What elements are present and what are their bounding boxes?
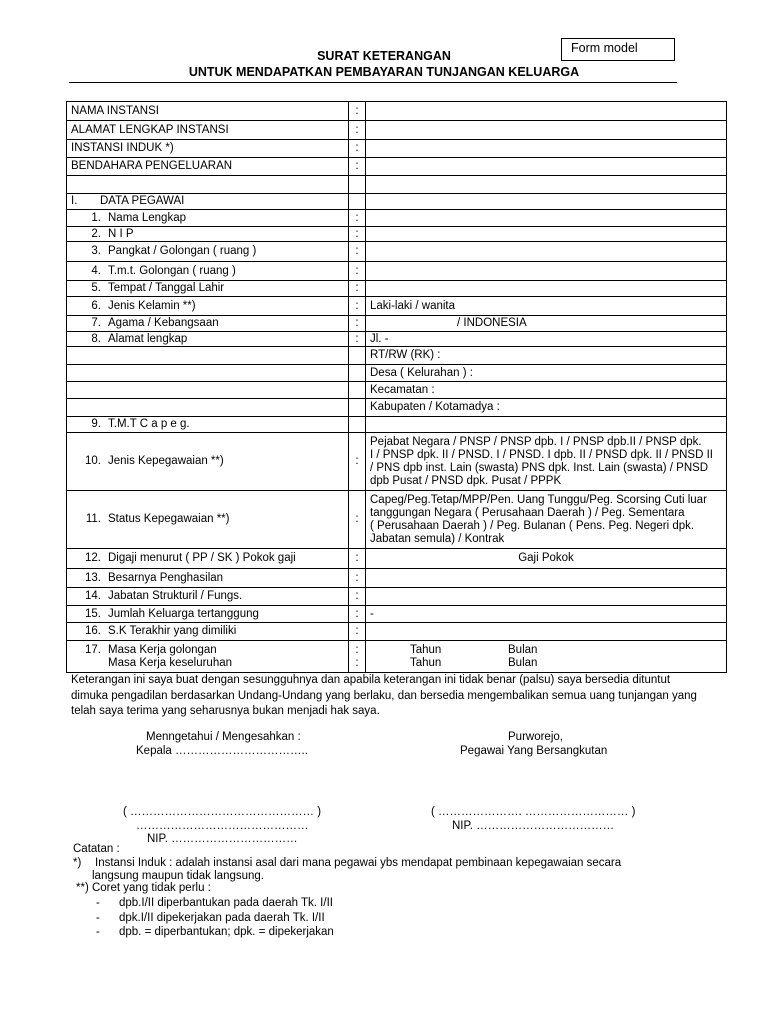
note-bullet: dpk.I/II dipekerjakan pada daerah Tk. I/II <box>119 912 325 924</box>
note-2: **) Coret yang tidak perlu : <box>76 882 211 894</box>
colon: : <box>349 210 366 227</box>
approver-name-line: ( ………………………………………… ) <box>123 806 322 818</box>
colon: : <box>349 140 366 158</box>
colon: : <box>349 606 366 623</box>
item-value: Laki-laki / wanita <box>366 297 727 316</box>
item-value <box>366 417 727 433</box>
table-row <box>67 347 727 365</box>
section-title: DATA PEGAWAI <box>100 195 185 207</box>
row-value <box>366 121 727 140</box>
colon: : <box>349 297 366 316</box>
table-row <box>67 102 727 121</box>
item-value: - <box>366 606 727 623</box>
table-row <box>67 121 727 140</box>
bullet-dash: - <box>96 926 100 938</box>
item-label: Digaji menurut ( PP / SK ) Pokok gaji <box>108 552 296 564</box>
item-label: Masa Kerja golongan <box>108 643 217 656</box>
bulan-label: Bulan <box>508 656 538 669</box>
statement-paragraph: Keterangan ini saya buat dengan sesungguhnya dan apabila keterangan ini tidak benar (palsu) saya bersedia dituntut dimuka pengadilan berdasarkan Undang-Undang yang berlaku, dan bersedia mengembalikan semua uang tunjangan yang telah saya terima yang seharusnya bukan menjadi hak saya. <box>71 674 697 717</box>
employee-name-line: ( …………………. ……………………… ) <box>431 806 636 818</box>
colon: : <box>349 281 366 297</box>
colon: : <box>355 656 359 669</box>
kepala-label: Kepala …………………………….. <box>136 745 308 757</box>
bullet-dash: - <box>96 897 100 909</box>
item-label: Tempat / Tanggal Lahir <box>108 282 225 294</box>
table-row: 8. Alamat lengkap : Jl. - <box>67 332 727 347</box>
colon: : <box>349 588 366 606</box>
address-kabupaten: Kabupaten / Kotamadya : <box>366 399 727 417</box>
item-label: Jumlah Keluarga tertanggung <box>108 607 259 620</box>
row-value <box>366 140 727 158</box>
title-divider <box>69 82 677 83</box>
table-row: 3. Pangkat / Golongan ( ruang ) : <box>67 242 727 262</box>
approver-nip: NIP. …………………………… <box>147 833 298 845</box>
item-value <box>366 227 727 242</box>
row-label: NAMA INSTANSI <box>67 102 349 121</box>
approver-label: Menngetahui / Mengesahkan : <box>146 731 301 743</box>
table-row: 17. Masa Kerja golongan Masa Kerja keseluruhan : : Tahun Bulan Tahun Bulan <box>67 641 727 673</box>
table-row <box>67 140 727 158</box>
table-row: 10. Jenis Kepegawaian **) : Pejabat Negara / PNSP / PNSP dpb. I / PNSP dpb.II / PNSP dpk. I / PNSP dpk. II / PNSD. I / PNSD. I dpb. II / PNSD dpk. II / PNSD II / PNS dpb inst. Lain (swasta) PNS dpk. Inst. Lain (swasta) / PNSD dpb Pusat / PNSD dpk. Pusat / PPPK <box>67 433 727 491</box>
address-kecamatan: Kecamatan : <box>366 382 727 399</box>
item-label: Pangkat / Golongan ( ruang ) <box>108 245 257 257</box>
colon: : <box>349 102 366 121</box>
colon: : <box>349 121 366 140</box>
colon: : <box>349 158 366 176</box>
note-1-line1: Instansi Induk : adalah instansi asal dari mana pegawai ybs mendapat pembinaan kepegawaian secara <box>95 857 622 869</box>
document-subtitle: UNTUK MENDAPATKAN PEMBAYARAN TUNJANGAN KELUARGA <box>188 65 580 79</box>
table-row: 2. N I P : <box>67 227 727 242</box>
colon: : <box>349 569 366 588</box>
colon: : <box>355 643 359 656</box>
table-row: 4. T.m.t. Golongan ( ruang ) : <box>67 262 727 281</box>
address-desa: Desa ( Kelurahan ) : <box>366 365 727 382</box>
item-label: Status Kepegawaian **) <box>108 513 230 525</box>
tahun-label: Tahun <box>410 643 442 656</box>
section-header-row <box>67 194 727 210</box>
employee-data-table <box>66 101 727 673</box>
row-label: INSTANSI INDUK *) <box>67 140 349 158</box>
item-label: S.K Terakhir yang dimiliki <box>108 625 237 637</box>
form-model-label: Form model <box>571 41 638 55</box>
note-bullet: dpb. = diperbantukan; dpk. = dipekerjakan <box>119 926 334 938</box>
item-value-multiline: Pejabat Negara / PNSP / PNSP dpb. I / PNSP dpb.II / PNSP dpk. I / PNSP dpk. II / PNSD. I / PNSD. I dpb. II / PNSD dpk. II / PNSD II / PNS dpb inst. Lain (swasta) PNS dpk. Inst. Lain (swasta) / PNSD dpb Pusat / PNSD dpk. Pusat / PPPK <box>366 433 727 491</box>
colon: : <box>349 433 366 491</box>
item-value <box>366 262 727 281</box>
item-value <box>366 210 727 227</box>
item-value: / INDONESIA <box>457 317 527 329</box>
colon: : <box>349 227 366 242</box>
tahun-label: Tahun <box>410 656 442 669</box>
table-row: 16. S.K Terakhir yang dimiliki : <box>67 623 727 641</box>
colon: : <box>349 491 366 549</box>
note-1-line2: langsung maupun tidak langsung. <box>92 870 264 882</box>
item-label: Jabatan Strukturil / Fungs. <box>108 590 243 602</box>
table-row: 9. T.M.T C a p e g. <box>67 417 727 433</box>
item-label: Masa Kerja keseluruhan <box>108 656 233 669</box>
table-row <box>67 158 727 176</box>
colon: : <box>349 332 366 347</box>
row-value <box>366 158 727 176</box>
colon: : <box>349 623 366 641</box>
note-bullet: dpb.I/II diperbantukan pada daerah Tk. I/II <box>119 897 333 909</box>
table-row-blank <box>67 176 727 194</box>
colon: : <box>349 242 366 262</box>
item-label: T.M.T C a p e g. <box>108 418 190 430</box>
item-value <box>366 569 727 588</box>
table-row <box>67 399 727 417</box>
row-value <box>366 102 727 121</box>
table-row: 13. Besarnya Penghasilan : <box>67 569 727 588</box>
bulan-label: Bulan <box>508 643 538 656</box>
note-1-mark: *) <box>73 857 82 869</box>
item-label: Alamat lengkap <box>108 332 188 345</box>
table-row: 11. Status Kepegawaian **) : Capeg/Peg.Tetap/MPP/Pen. Uang Tunggu/Peg. Scorsing Cuti luar tanggungan Negara ( Perusahaan Daerah ) / Peg. Sementara ( Perusahaan Daerah ) / Peg. Bulanan ( Pens. Peg. Negeri dpk. Jabatan semula) / Kontrak <box>67 491 727 549</box>
row-label: BENDAHARA PENGELUARAN <box>67 158 349 176</box>
item-label: N I P <box>108 227 134 240</box>
colon: : <box>349 549 366 569</box>
approver-title-line: ……………………………………… <box>136 820 309 832</box>
table-row: 15. Jumlah Keluarga tertanggung : - <box>67 606 727 623</box>
item-label: Jenis Kepegawaian **) <box>108 455 224 467</box>
employee-nip: NIP. ……………………………… <box>452 820 615 832</box>
item-value: Gaji Pokok <box>366 549 727 569</box>
row-label: ALAMAT LENGKAP INSTANSI <box>67 121 349 140</box>
table-row: 14. Jabatan Strukturil / Fungs. : <box>67 588 727 606</box>
item-value <box>366 588 727 606</box>
bullet-dash: - <box>96 912 100 924</box>
table-row: 7. Agama / Kebangsaan : / INDONESIA <box>67 316 727 332</box>
item-label: Besarnya Penghasilan <box>108 571 224 584</box>
item-value <box>366 281 727 297</box>
colon: : <box>349 316 366 332</box>
section-roman: I. <box>71 195 78 207</box>
notes-title: Catatan : <box>73 843 120 855</box>
place-label: Purworejo, <box>508 731 563 743</box>
table-row <box>67 382 727 399</box>
employee-label: Pegawai Yang Bersangkutan <box>460 745 608 757</box>
document-title: SURAT KETERANGAN <box>317 49 451 63</box>
item-label: Nama Lengkap <box>108 211 186 224</box>
table-row <box>67 365 727 382</box>
item-value-multiline: Capeg/Peg.Tetap/MPP/Pen. Uang Tunggu/Peg. Scorsing Cuti luar tanggungan Negara ( Perusahaan Daerah ) / Peg. Sementara ( Perusahaan Daerah ) / Peg. Bulanan ( Pens. Peg. Negeri dpk. Jabatan semula) / Kontrak <box>366 491 727 549</box>
item-label: T.m.t. Golongan ( ruang ) <box>108 264 236 277</box>
table-row: 6. Jenis Kelamin **) : Laki-laki / wanita <box>67 297 727 316</box>
table-row: 5. Tempat / Tanggal Lahir : <box>67 281 727 297</box>
item-value: Jl. - <box>366 332 727 347</box>
table-row: 1. Nama Lengkap : <box>67 210 727 227</box>
colon: : <box>349 262 366 281</box>
item-value <box>366 242 727 262</box>
item-label: Jenis Kelamin **) <box>108 299 196 312</box>
item-value <box>366 623 727 641</box>
address-rt: RT/RW (RK) : <box>366 347 727 365</box>
item-label: Agama / Kebangsaan <box>108 317 219 329</box>
table-row: 12. Digaji menurut ( PP / SK ) Pokok gaji : Gaji Pokok <box>67 549 727 569</box>
